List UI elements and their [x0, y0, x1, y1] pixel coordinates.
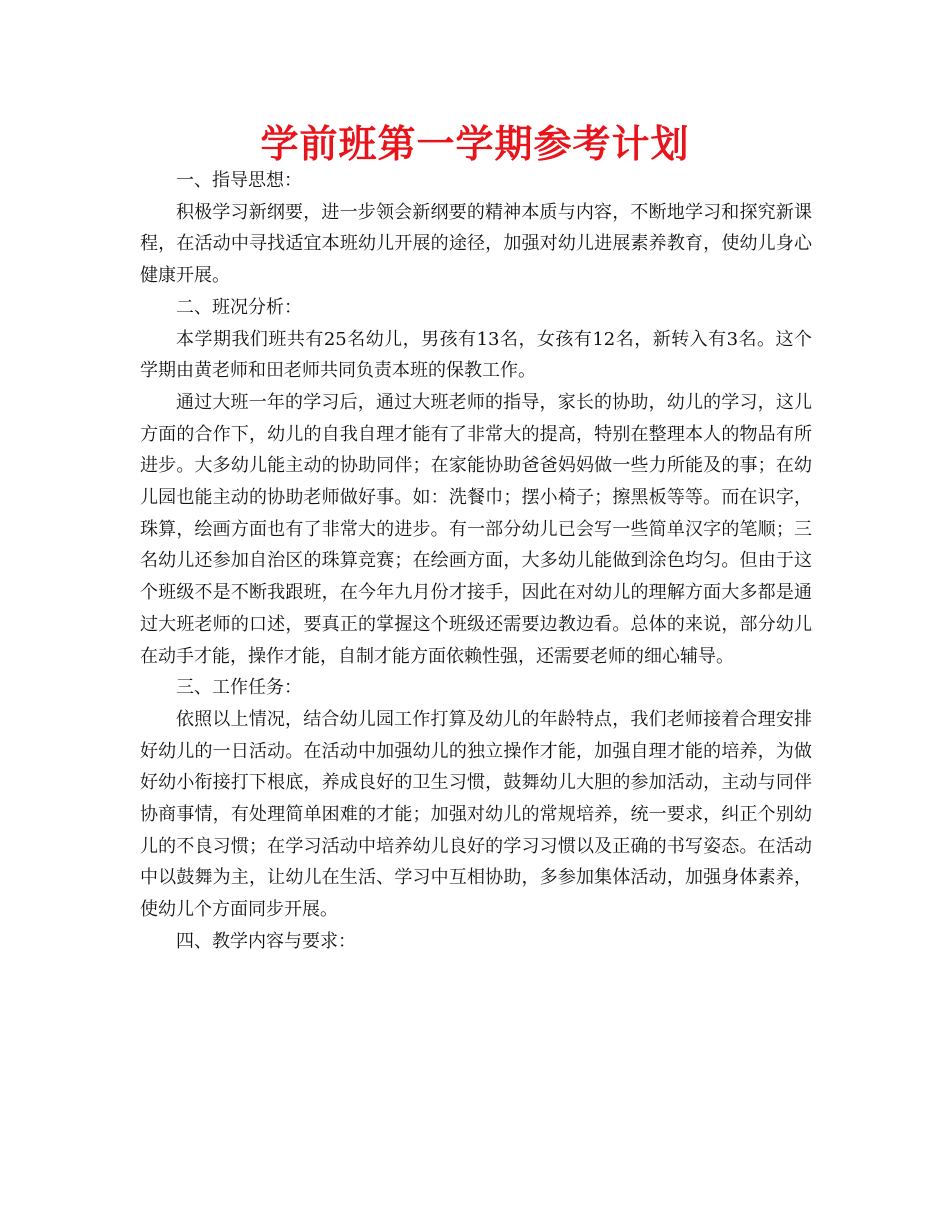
paragraph: 依照以上情况，结合幼儿园工作打算及幼儿的年龄特点，我们老师接着合理安排好幼儿的一日活动。在活动中加强幼儿的独立操作才能，加强自理才能的培养，为做好幼小衔接打下根底，养成良好的卫生习惯，鼓舞幼儿大胆的参加活动，主动与同伴协商事情，有处理简单困难的才能；加强对幼儿的常规培养，统一要求，纠正个别幼儿的不良习惯；在学习活动中培养幼儿良好的学习习惯以及正确的书写姿态。在活动中以鼓舞为主，让幼儿在生活、学习中互相协助，多参加集体活动，加强身体素养，使幼儿个方面同步开展。 [140, 708, 812, 921]
section-heading-teaching-content: 四、教学内容与要求： [176, 930, 356, 952]
section-heading-work-tasks: 三、工作任务： [176, 677, 302, 699]
paragraph: 本学期我们班共有25名幼儿，男孩有13名，女孩有12名，新转入有3名。这个学期由黄老师和田老师共同负责本班的保教工作。 [140, 328, 812, 382]
section-heading-class-analysis: 二、班况分析： [176, 296, 302, 318]
document-body [140, 165, 812, 958]
paragraph: 通过大班一年的学习后，通过大班老师的指导，家长的协助，幼儿的学习，这儿方面的合作下，幼儿的自我自理才能有了非常大的提高，特别在整理本人的物品有所进步。大多幼儿能主动的协助同伴；在家能协助爸爸妈妈做一些力所能及的事；在幼儿园也能主动的协助老师做好事。如：洗餐巾；摆小椅子；擦黑板等等。而在识字，珠算，绘画方面也有了非常大的进步。有一部分幼儿已会写一些简单汉字的笔顺；三名幼儿还参加自治区的珠算竞赛；在绘画方面，大多幼儿能做到涂色均匀。但由于这个班级不是不断我跟班，在今年九月份才接手，因此在对幼儿的理解方面大多都是通过大班老师的口述，要真正的掌握这个班级还需要边教边看。总体的来说，部分幼儿在动手才能，操作才能，自制才能方面依赖性强，还需要老师的细心辅导。 [140, 391, 812, 667]
paragraph: 积极学习新纲要，进一步领会新纲要的精神本质与内容，不断地学习和探究新课程，在活动中寻找适宜本班幼儿开展的途径，加强对幼儿进展素养教育，使幼儿身心健康开展。 [140, 201, 812, 287]
document-title: 学前班第一学期参考计划 [260, 122, 690, 166]
section-heading-guiding-ideology: 一、指导思想： [176, 170, 302, 191]
